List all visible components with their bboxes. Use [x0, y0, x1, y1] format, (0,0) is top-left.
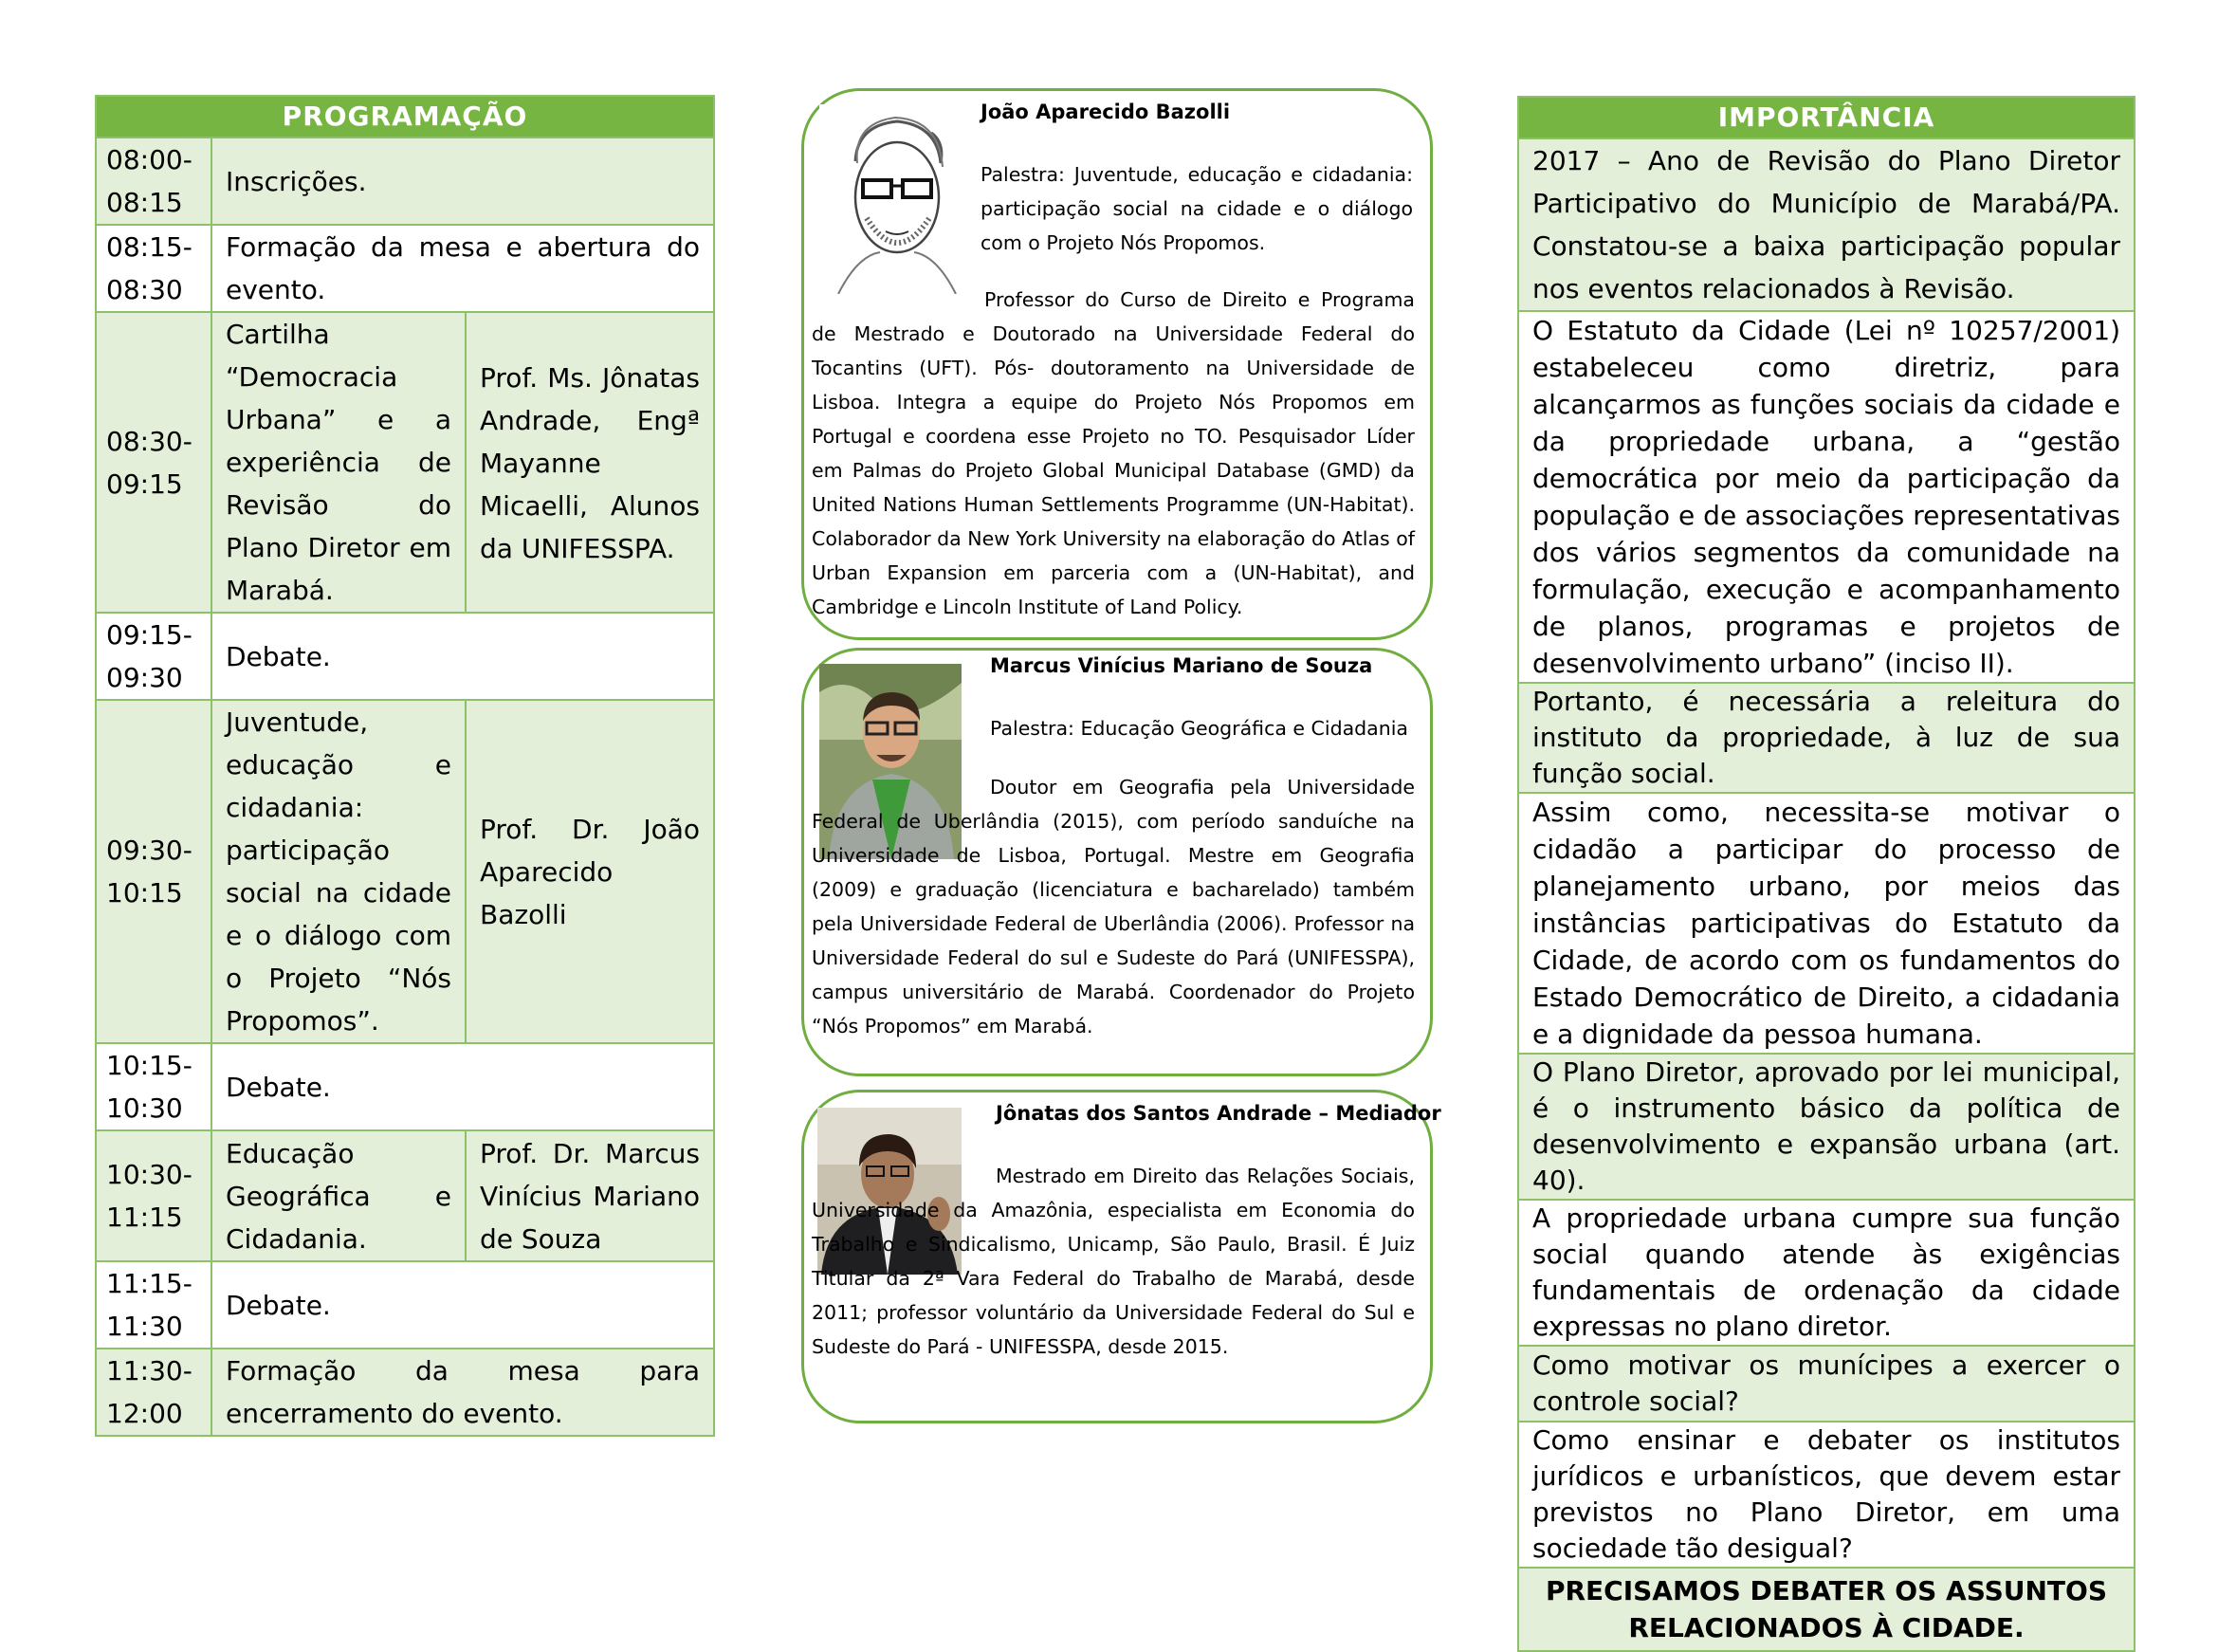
importancia-item: A propriedade urbana cumpre sua função social quando atende às exigências fundamentais de ordenação da cidade expressas no plano diretor. — [1518, 1200, 2135, 1346]
activity-cell: Debate. — [211, 1043, 714, 1130]
importancia-item: 2017 – Ano de Revisão do Plano Diretor Participativo do Município de Marabá/PA. Constatou-se a baixa participação popular nos eventos relacionados à Revisão. — [1518, 138, 2135, 311]
speaker-bio: Professor do Curso de Direito e Programa de Mestrado e Doutorado na Universidade Federal do Tocantins (UFT). Pós- doutoramento na Universidade de Lisboa. Integra a equipe do Projeto Nós Propomos em Portugal e coordena esse Projeto no TO. Pesquisador Líder em Palmas do Projeto Global Municipal Database (GMD) da United Nations Human Settlements Programme (UN-Habitat). Colaborador da New York University na elaboração do Atlas of Urban Expansion em parceria com a (UN-Habitat), and Cambridge e Lincoln Institute of Land Policy. — [812, 288, 1415, 618]
importancia-item: O Plano Diretor, aprovado por lei municipal, é o instrumento básico da política de desenvolvimento e expansão urbana (art. 40). — [1518, 1054, 2135, 1200]
time-cell: 09:30-10:15 — [96, 700, 211, 1043]
time-cell: 08:30-09:15 — [96, 312, 211, 613]
time-cell: 10:15-10:30 — [96, 1043, 211, 1130]
table-row — [96, 1349, 714, 1436]
time-cell: 08:00-08:15 — [96, 138, 211, 225]
time-cell: 09:15-09:30 — [96, 613, 211, 700]
importancia-item: Portanto, é necessária a releitura do instituto da propriedade, à luz de sua função social. — [1518, 683, 2135, 793]
speaker-bio: Doutor em Geografia pela Universidade Federal de Uberlândia (2015), com período sanduíche na Universidade de Lisboa, Portugal. Mestre em Geografia (2009) e graduação (licenciatura e bacharelado) também pela Universidade Federal de Uberlândia (2006). Professor na Universidade Federal do sul e Sudeste do Pará (UNIFESSPA), campus universitário de Marabá. Coordenador do Projeto “Nós Propomos” em Marabá. — [812, 776, 1415, 1037]
speaker-photo-bazolli — [819, 104, 971, 294]
speaker-name: João Aparecido Bazolli — [981, 101, 1231, 123]
time-cell: 08:15-08:30 — [96, 225, 211, 312]
speaker-name: Marcus Vinícius Mariano de Souza — [990, 654, 1373, 677]
table-row — [96, 1043, 714, 1130]
time-cell: 10:30-11:15 — [96, 1130, 211, 1261]
speaker-talk: Palestra: Educação Geográfica e Cidadania — [990, 717, 1408, 740]
speaker-name: Jônatas dos Santos Andrade – Mediador — [996, 1102, 1441, 1125]
table-row — [96, 1130, 714, 1261]
importancia-item: Assim como, necessita-se motivar o cidadão a participar do processo de planejamento urbano, por meios das instâncias participativas do Estatuto da Cidade, de acordo com os fundamentos do Estado Democrático de Direito, a cidadania e a dignidade da pessoa humana. — [1518, 793, 2135, 1054]
importancia-closing: PRECISAMOS DEBATER OS ASSUNTOS RELACIONADOS À CIDADE. — [1518, 1568, 2135, 1651]
speaker-cell: Prof. Dr. João Aparecido Bazolli — [466, 700, 714, 1043]
importancia-table — [1517, 96, 2136, 1652]
speaker-bio: Mestrado em Direito das Relações Sociais, Universidade da Amazônia, especialista em Economia do Trabalho e Sindicalismo, Unicamp, São Paulo, Brasil. É Juiz Titular da 2ª Vara Federal do Trabalho de Marabá, desde 2011; professor voluntário da Universidade Federal do Sul e Sudeste do Pará - UNIFESSPA, desde 2015. — [812, 1165, 1415, 1358]
activity-cell: Formação da mesa e abertura do evento. — [211, 225, 714, 312]
importancia-item: Como ensinar e debater os institutos jurídicos e urbanísticos, que devem estar previstos no Plano Diretor, em uma sociedade tão desigual? — [1518, 1422, 2135, 1568]
speaker-card-bazolli — [801, 88, 1433, 640]
speaker-card-andrade — [801, 1090, 1441, 1423]
speaker-talk: Palestra: Juventude, educação e cidadania: participação social na cidade e o diálogo com o Projeto Nós Propomos. — [981, 163, 1413, 254]
speaker-card-souza — [801, 648, 1433, 1076]
activity-cell: Cartilha “Democracia Urbana” e a experiência de Revisão do Plano Diretor em Marabá. — [211, 312, 466, 613]
programacao-table — [95, 95, 715, 1437]
table-row — [96, 700, 714, 1043]
activity-cell: Debate. — [211, 613, 714, 700]
speaker-cell: Prof. Ms. Jônatas Andrade, Engª Mayanne Micaelli, Alunos da UNIFESSPA. — [466, 312, 714, 613]
activity-cell: Formação da mesa para encerramento do evento. — [211, 1349, 714, 1436]
table-row — [96, 1261, 714, 1349]
table-row — [96, 138, 714, 225]
importancia-item: O Estatuto da Cidade (Lei nº 10257/2001) estabeleceu como diretriz, para alcançarmos as funções sociais da cidade e da propriedade urbana, a “gestão democrática por meio da participação da população e de associações representativas dos vários segmentos da comunidade na formulação, execução e acompanhamento de planos, programas e projetos de desenvolvimento urbano” (inciso II). — [1518, 311, 2135, 683]
importancia-title: IMPORTÂNCIA — [1518, 97, 2135, 138]
table-row — [96, 312, 714, 613]
activity-cell: Educação Geográfica e Cidadania. — [211, 1130, 466, 1261]
activity-cell: Juventude, educação e cidadania: participação social na cidade e o diálogo com o Projeto “Nós Propomos”. — [211, 700, 466, 1043]
time-cell: 11:15-11:30 — [96, 1261, 211, 1349]
importancia-item: Como motivar os munícipes a exercer o controle social? — [1518, 1346, 2135, 1422]
activity-cell: Inscrições. — [211, 138, 714, 225]
table-row — [96, 613, 714, 700]
time-cell: 11:30-12:00 — [96, 1349, 211, 1436]
table-row — [96, 225, 714, 312]
speaker-cell: Prof. Dr. Marcus Vinícius Mariano de Souza — [466, 1130, 714, 1261]
activity-cell: Debate. — [211, 1261, 714, 1349]
programacao-title: PROGRAMAÇÃO — [96, 96, 714, 138]
